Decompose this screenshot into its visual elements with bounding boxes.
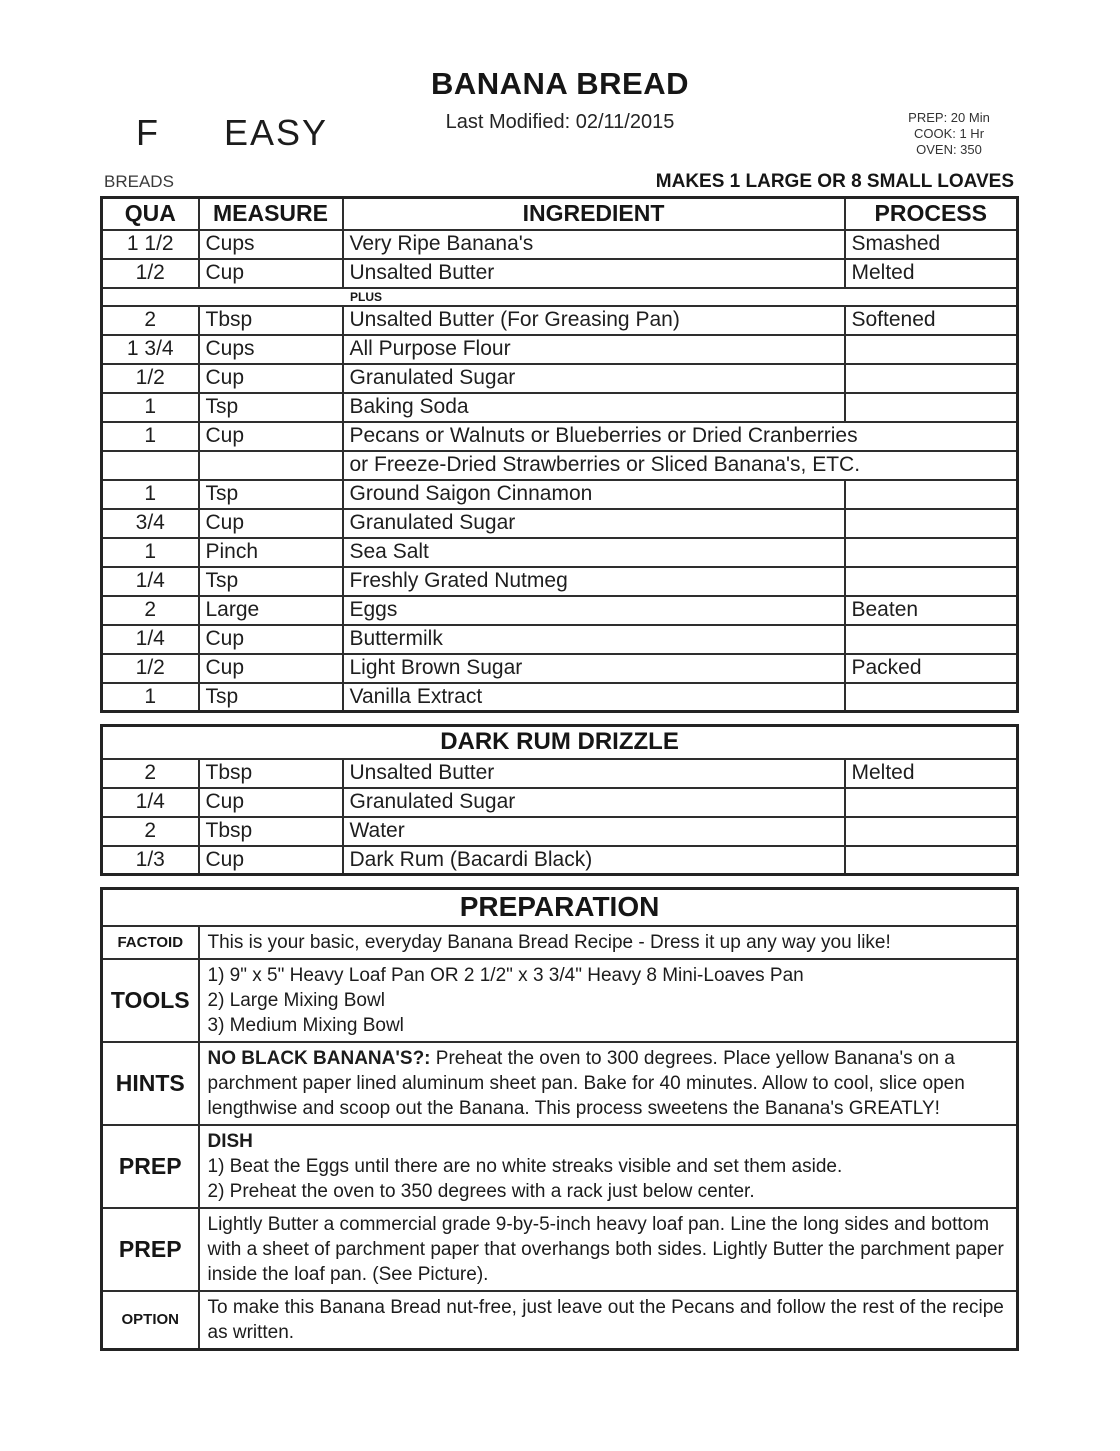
table-row (102, 509, 1018, 538)
ingredient-cell: All Purpose Flour (343, 335, 845, 364)
process-cell (845, 683, 1018, 712)
prep-line: 2) Preheat the oven to 350 degrees with a rack just below center. (207, 1180, 755, 1202)
prep-line: NO BLACK BANANA'S?: Preheat the oven to 300 degrees. Place yellow Banana's on a parchment paper lined aluminum sheet pan. Bake for 40 minutes. Allow to cool, slice open lengthwise and scoop out the Banana. This process sweetens the Banana's GREATLY! (207, 1047, 965, 1119)
process-cell (845, 846, 1018, 875)
prep-line: This is your basic, everyday Banana Bread Recipe - Dress it up any way you like! (207, 931, 891, 953)
table-row (102, 654, 1018, 683)
ingredient-cell: Sea Salt (343, 538, 845, 567)
cook-time: COOK: 1 Hr (913, 126, 985, 141)
prep-content-cell (199, 1208, 1018, 1291)
qua-cell: 1 (102, 683, 199, 712)
table-row (102, 422, 1018, 451)
measure-cell (199, 451, 343, 480)
table-row (102, 393, 1018, 422)
qua-cell: 2 (102, 759, 199, 788)
process-cell (845, 480, 1018, 509)
timing-block (874, 110, 1024, 158)
ingredients-header-row (102, 198, 1018, 230)
qua-cell: 1/4 (102, 625, 199, 654)
table-row (102, 335, 1018, 364)
measure-cell: Cup (199, 625, 343, 654)
prep-label-cell: PREP (102, 1208, 199, 1291)
last-modified-text: Last Modified: 02/11/2015 (445, 111, 675, 133)
table-row (102, 1125, 1018, 1208)
measure-cell: Cup (199, 364, 343, 393)
prep-label-cell: FACTOID (102, 926, 199, 959)
process-cell (845, 788, 1018, 817)
table-row (102, 451, 1018, 480)
ingredient-cell: Water (343, 817, 845, 846)
process-cell (845, 335, 1018, 364)
ingredient-column-header: INGREDIENT (343, 198, 845, 230)
measure-cell: Cup (199, 788, 343, 817)
qua-column-header: QUA (102, 198, 199, 230)
prep-content-cell (199, 926, 1018, 959)
grade-letter: F (136, 112, 158, 153)
ingredient-cell: Vanilla Extract (343, 683, 845, 712)
measure-cell: Cup (199, 259, 343, 288)
prep-content-cell (199, 1125, 1018, 1208)
prep-content-cell (199, 1291, 1018, 1350)
process-cell: Softened (845, 306, 1018, 335)
qua-cell: 1/4 (102, 788, 199, 817)
category-label: BREADS (104, 172, 174, 191)
qua-cell: 2 (102, 817, 199, 846)
qua-cell: 1 (102, 480, 199, 509)
measure-cell: Cup (199, 422, 343, 451)
ingredients-table (100, 196, 1019, 713)
table-row (102, 538, 1018, 567)
process-cell: Melted (845, 259, 1018, 288)
process-cell (845, 817, 1018, 846)
ingredient-cell: Very Ripe Banana's (343, 230, 845, 259)
qua-cell: 2 (102, 596, 199, 625)
ingredient-cell: Dark Rum (Bacardi Black) (343, 846, 845, 875)
prep-line: Lightly Butter a commercial grade 9-by-5-inch heavy loaf pan. Line the long sides and bottom with a sheet of parchment paper that overhangs both sides. Lightly Butter the parchment paper inside the loaf pan. (See Picture). (207, 1213, 1004, 1285)
ingredient-cell: Granulated Sugar (343, 788, 845, 817)
table-row (102, 926, 1018, 959)
prep-content-cell (199, 959, 1018, 1042)
ingredient-cell: Ground Saigon Cinnamon (343, 480, 845, 509)
table-row (102, 683, 1018, 712)
prep-content-cell (199, 1042, 1018, 1125)
prep-label-cell: TOOLS (102, 959, 199, 1042)
drizzle-section-title: DARK RUM DRIZZLE (102, 726, 1018, 759)
process-cell (845, 393, 1018, 422)
table-row (102, 846, 1018, 875)
table-row (102, 306, 1018, 335)
table-row (102, 259, 1018, 288)
qua-cell: 1 (102, 393, 199, 422)
ingredient-cell: Granulated Sugar (343, 364, 845, 393)
table-row (102, 817, 1018, 846)
measure-column-header: MEASURE (199, 198, 343, 230)
drizzle-table (100, 724, 1019, 876)
process-cell: Melted (845, 759, 1018, 788)
process-column-header: PROCESS (845, 198, 1018, 230)
process-cell: Smashed (845, 230, 1018, 259)
measure-cell: Large (199, 596, 343, 625)
preparation-section-title: PREPARATION (102, 889, 1018, 926)
prep-line: 3) Medium Mixing Bowl (207, 1014, 404, 1036)
ingredient-cell: Buttermilk (343, 625, 845, 654)
measure-cell: Tbsp (199, 817, 343, 846)
ingredient-cell: Pecans or Walnuts or Blueberries or Dried Cranberries (343, 422, 1018, 451)
table-row (102, 480, 1018, 509)
measure-cell: Cup (199, 509, 343, 538)
table-row (102, 1291, 1018, 1350)
prep-time: PREP: 20 Min (908, 110, 990, 125)
qua-cell: 2 (102, 306, 199, 335)
prep-line: 2) Large Mixing Bowl (207, 989, 385, 1011)
ingredient-cell: Light Brown Sugar (343, 654, 845, 683)
process-cell (845, 567, 1018, 596)
measure-cell: Cup (199, 846, 343, 875)
yield-label: MAKES 1 LARGE OR 8 SMALL LOAVES (655, 171, 1014, 192)
table-row (102, 288, 1018, 306)
process-cell (845, 625, 1018, 654)
process-cell (845, 364, 1018, 393)
qua-cell: 1 3/4 (102, 335, 199, 364)
difficulty-label: EASY (224, 112, 329, 153)
prep-line: To make this Banana Bread nut-free, just leave out the Pecans and follow the rest of the recipe as written. (207, 1296, 1004, 1343)
ingredient-cell: Freshly Grated Nutmeg (343, 567, 845, 596)
table-row (102, 567, 1018, 596)
preparation-table (100, 887, 1019, 1351)
table-row (102, 1042, 1018, 1125)
prep-line: DISH (207, 1130, 253, 1152)
row-divider-label: PLUS (102, 288, 1018, 306)
ingredient-cell: Eggs (343, 596, 845, 625)
prep-label-cell: PREP (102, 1125, 199, 1208)
ingredient-cell: or Freeze-Dried Strawberries or Sliced Banana's, ETC. (343, 451, 1018, 480)
prep-line: 1) 9" x 5" Heavy Loaf Pan OR 2 1/2" x 3 3/4" Heavy 8 Mini-Loaves Pan (207, 964, 804, 986)
qua-cell: 1 (102, 422, 199, 451)
measure-cell: Tsp (199, 683, 343, 712)
table-row (102, 364, 1018, 393)
table-row (102, 625, 1018, 654)
measure-cell: Tsp (199, 393, 343, 422)
measure-cell: Tbsp (199, 759, 343, 788)
ingredient-cell: Unsalted Butter (343, 259, 845, 288)
measure-cell: Cup (199, 654, 343, 683)
measure-cell: Pinch (199, 538, 343, 567)
prep-label-cell: HINTS (102, 1042, 199, 1125)
oven-temp: OVEN: 350 (916, 142, 982, 157)
qua-cell: 1 1/2 (102, 230, 199, 259)
ingredient-cell: Baking Soda (343, 393, 845, 422)
page-title: BANANA BREAD (430, 66, 689, 101)
process-cell: Beaten (845, 596, 1018, 625)
table-row (102, 230, 1018, 259)
table-row (102, 596, 1018, 625)
qua-cell (102, 451, 199, 480)
table-row (102, 759, 1018, 788)
drizzle-header-row (102, 726, 1018, 759)
qua-cell: 1 (102, 538, 199, 567)
qua-cell: 3/4 (102, 509, 199, 538)
ingredient-cell: Unsalted Butter (For Greasing Pan) (343, 306, 845, 335)
qua-cell: 1/3 (102, 846, 199, 875)
process-cell (845, 538, 1018, 567)
measure-cell: Tbsp (199, 306, 343, 335)
table-row (102, 959, 1018, 1042)
qua-cell: 1/2 (102, 364, 199, 393)
ingredient-cell: Unsalted Butter (343, 759, 845, 788)
process-cell (845, 509, 1018, 538)
preparation-header-row (102, 889, 1018, 926)
ingredient-cell: Granulated Sugar (343, 509, 845, 538)
table-row (102, 788, 1018, 817)
measure-cell: Tsp (199, 480, 343, 509)
table-row (102, 1208, 1018, 1291)
qua-cell: 1/2 (102, 654, 199, 683)
qua-cell: 1/2 (102, 259, 199, 288)
qua-cell: 1/4 (102, 567, 199, 596)
process-cell: Packed (845, 654, 1018, 683)
prep-line: 1) Beat the Eggs until there are no white streaks visible and set them aside. (207, 1155, 843, 1177)
measure-cell: Cups (199, 335, 343, 364)
measure-cell: Cups (199, 230, 343, 259)
prep-label-cell: OPTION (102, 1291, 199, 1350)
measure-cell: Tsp (199, 567, 343, 596)
